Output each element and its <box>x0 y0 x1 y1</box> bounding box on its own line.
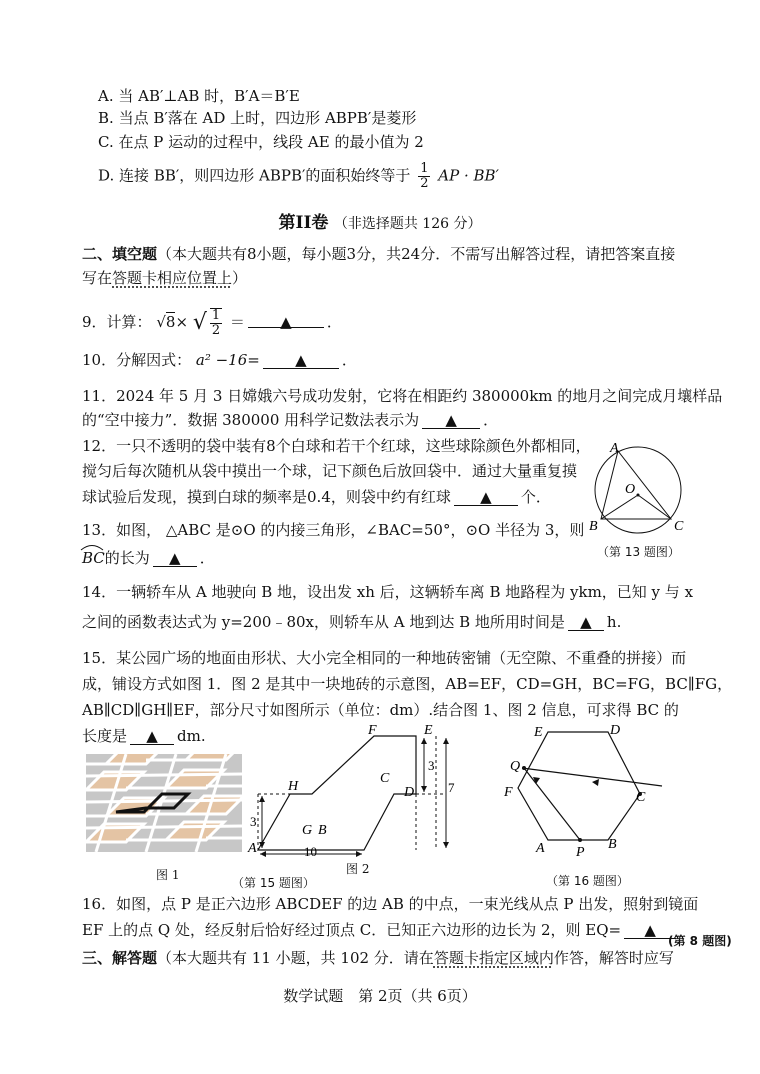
q16-figure <box>496 718 672 858</box>
option-d <box>98 162 499 191</box>
option-c <box>98 132 424 152</box>
q15-fig2-diagram <box>246 722 460 858</box>
q16-hexagon <box>518 732 640 840</box>
question-11-line2 <box>82 410 498 430</box>
q10-expr: a² −16= <box>195 351 260 369</box>
option-c-letter: C. <box>98 133 114 151</box>
q15-fig1-caption: 图 1 <box>156 868 180 882</box>
section-title <box>0 208 760 233</box>
q15-answer-blank[interactable]: ▲ <box>130 726 174 745</box>
q9-frac-den: 2 <box>211 323 221 338</box>
part3-desc-end: 作答，解答时应写 <box>553 949 674 967</box>
q15-dim-10: 10 <box>304 844 317 858</box>
q11-end: ． <box>483 411 499 429</box>
option-d-fraction <box>418 162 430 191</box>
q9-sqrt-frac: √ <box>192 310 207 335</box>
question-15-line3: AB∥CD∥GH∥EF，部分尺寸如图所示（单位：dm）.结合图 1、图 2 信息，可求得 BC 的 <box>82 701 679 719</box>
q15-fig2-caption: 图 2 <box>346 862 370 876</box>
q9-eq: ＝ <box>229 313 245 331</box>
q9-times: × <box>175 313 189 331</box>
question-15-line1: 15．某公园广场的地面由形状、大小完全相同的一种地砖密铺（无空隙、不重叠的拼接）而 <box>82 649 687 667</box>
q16-answer-blank[interactable]: ▲ <box>624 920 676 939</box>
question-12-line1: 12．一只不透明的袋中装有8个白球和若干个红球，这些球除颜色外都相同， <box>82 437 591 455</box>
q16-label-c: C <box>636 790 646 805</box>
question-16-line2 <box>82 920 679 940</box>
q13-answer-blank[interactable]: ▲ <box>153 548 197 567</box>
q14-line2-pre: 之间的函数表达式为 y=200﹣80x，则轿车从 A 地到达 B 地所用时间是 <box>82 613 565 631</box>
q15-label-f: F <box>368 723 377 738</box>
q15-dim-7: 7 <box>448 780 455 795</box>
q9-num: 9． <box>82 313 107 331</box>
q10-pre: 分解因式： <box>116 351 192 369</box>
question-10 <box>82 350 357 370</box>
question-15-line2: 成，铺设方式如图 1．图 2 是其中一块地砖的示意图，AB=EF，CD=GH，BC=FG，BC∥FG， <box>82 675 733 693</box>
arc-symbol-icon <box>80 543 106 551</box>
q16-label-p: P <box>576 845 585 858</box>
q14-end: h. <box>606 613 622 631</box>
option-a <box>98 86 300 106</box>
q15-label-h: H <box>288 779 299 794</box>
part2-desc1: （本大题共有8小题，每小题3分，共24分．不需写出解答过程，请把答案直接 <box>157 245 676 263</box>
option-d-frac-den: 2 <box>420 176 429 191</box>
q9-radicand: 8 <box>165 313 176 331</box>
q16-label-f: F <box>504 785 513 800</box>
q15-tile-outline <box>258 736 416 850</box>
q16-label-e: E <box>534 725 543 740</box>
option-b <box>98 108 416 128</box>
page-footer: 数学试题 第 2页（共 6页） <box>283 987 477 1005</box>
part3-desc-plain: （本大题共有 11 小题，共 102 分．请在 <box>157 949 434 967</box>
question-15-line4 <box>82 726 206 746</box>
q13-label-a: A <box>610 441 619 456</box>
question-14-line1: 14．一辆轿车从 A 地驶向 B 地，设出发 xh 后，这辆轿车离 B 地路程为 ykm，已知 y 与 x <box>82 583 694 601</box>
q13-label-c: C <box>674 519 684 534</box>
option-d-letter: D. <box>98 166 115 185</box>
q15-caption: （第 15 题图） <box>232 876 315 890</box>
q15-end: dm. <box>177 727 206 745</box>
q9-frac-num: 1 <box>211 308 221 323</box>
question-13-line1: 13．如图， △ABC 是⊙O 的内接三角形，∠BAC=50°，⊙O 半径为 3，则 <box>82 521 585 539</box>
section-title-main: 第II卷 <box>278 213 329 233</box>
option-b-letter: B. <box>98 109 114 127</box>
q13-arc-label: BC <box>82 549 105 567</box>
q10-num: 10． <box>82 351 117 369</box>
option-c-text: 在点 P 运动的过程中，线段 AE 的最小值为 2 <box>118 133 424 151</box>
q16-label-b: B <box>608 837 617 852</box>
q15-fig1-tiles <box>86 754 242 852</box>
q11-answer-blank[interactable]: ▲ <box>422 410 480 429</box>
q9-end: ． <box>326 313 342 331</box>
q9-fraction <box>210 308 222 338</box>
q12-line3-pre: 球试验后发现，摸到白球的频率是0.4，则袋中约有红球 <box>82 488 451 506</box>
option-a-text: 当 AB′⊥AB 时，B′A＝B′E <box>118 87 300 105</box>
q15-label-b: B <box>318 823 327 838</box>
part2-heading <box>82 244 675 264</box>
q16-label-q: Q <box>510 759 521 774</box>
q12-end: 个． <box>520 488 551 506</box>
q16-label-a: A <box>536 841 545 856</box>
q16-label-d: D <box>610 723 621 738</box>
question-16-line1: 16．如图，点 P 是正六边形 ABCDEF 的边 AB 的中点，一束光线从点 P 出发，照射到镜面 <box>82 895 699 913</box>
part2-desc2-end: ） <box>232 269 248 287</box>
q13-caption: （第 13 题图） <box>597 545 680 559</box>
q13-arc-bc <box>82 549 105 567</box>
question-13-line2 <box>82 548 215 568</box>
question-11-line1: 11．2024 年 5 月 3 日嫦娥六号成功发射，它将在相距约 380000km 的地月之间完成月壤样品 <box>82 387 723 405</box>
q13-triangle <box>601 451 671 519</box>
q13-figure <box>588 440 692 540</box>
stray-figure-caption: (第 8 题图) <box>668 934 732 948</box>
q10-answer-blank[interactable]: ▲ <box>263 350 339 369</box>
part3-desc-dotted: 答题卡指定区域内 <box>433 949 554 967</box>
q9-pre: 计算： <box>106 313 152 331</box>
part2-title: 二、填空题 <box>82 245 158 263</box>
question-12-line3 <box>82 487 551 507</box>
part3-heading <box>82 948 674 968</box>
q13-label-b: B <box>589 519 598 534</box>
q15-label-e: E <box>424 723 433 738</box>
part2-desc2-dotted: 答题卡相应位置上 <box>112 269 233 287</box>
part2-heading-line2 <box>82 268 247 288</box>
option-d-pre: 连接 BB′，则四边形 ABPB′的面积始终等于 <box>119 166 411 185</box>
q15-line4-pre: 长度是 <box>82 727 128 745</box>
option-b-text: 当点 B′落在 AD 上时，四边形 ABPB′是菱形 <box>118 109 417 127</box>
q15-dim-3b: 3 <box>428 758 435 773</box>
q11-line2-pre: 的“空中接力”．数据 380000 用科学记数法表示为 <box>82 411 420 429</box>
section-title-sub: （非选择题共 126 分） <box>333 216 482 232</box>
q16-caption: （第 16 题图） <box>546 874 629 888</box>
q13-label-o: O <box>625 482 636 497</box>
question-9 <box>82 308 342 338</box>
question-14-line2 <box>82 612 621 632</box>
q15-dim-3a: 3 <box>250 814 257 829</box>
q15-label-d: D <box>404 785 415 800</box>
option-d-frac-num: 1 <box>420 161 429 176</box>
q10-end: ． <box>341 351 357 369</box>
q15-label-a: A <box>248 841 257 856</box>
q16-line2-pre: EF 上的点 Q 处，经反射后恰好经过顶点 C．已知正六边形的边长为 2，则 EQ= <box>82 921 622 939</box>
q15-label-g: G <box>302 823 313 838</box>
q15-label-c: C <box>380 771 390 786</box>
q14-answer-blank[interactable]: ▲ <box>568 612 604 631</box>
option-d-post: AP · BB′ <box>438 166 499 185</box>
q13-end: ． <box>199 549 215 567</box>
option-a-letter: A. <box>98 87 114 105</box>
q9-sqrt-8: √8 <box>156 313 176 331</box>
q12-answer-blank[interactable]: ▲ <box>454 487 518 506</box>
question-12-line2: 搅匀后每次随机从袋中摸出一个球，记下颜色后放回袋中．通过大量重复摸 <box>82 462 578 480</box>
q13-line2-post: 的长为 <box>104 549 150 567</box>
part2-desc2-plain: 写在 <box>82 269 113 287</box>
part3-title: 三、解答题 <box>82 949 158 967</box>
q9-answer-blank[interactable]: ▲ <box>248 309 324 328</box>
